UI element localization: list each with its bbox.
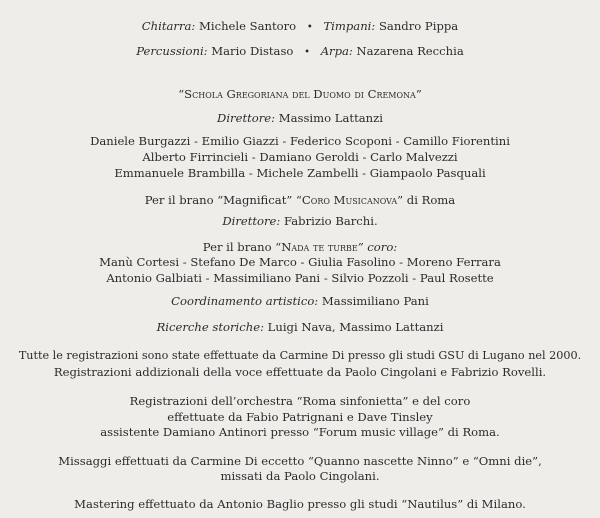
magnificat-director-line — [0, 214, 600, 228]
schola-members-line: Emmanuele Brambilla - Michele Zambelli - Giampaolo Pasquali — [114, 166, 486, 180]
schola-members-line: Alberto Firrincieli - Damiano Geroldi - Carlo Malvezzi — [142, 150, 458, 164]
schola-members-line: Daniele Burgazzi - Emilio Giazzi - Federico Scoponi - Camillo Fiorentini — [90, 134, 510, 148]
timpani-name: Sandro Pippa — [378, 19, 459, 33]
magnificat-line — [0, 193, 600, 207]
missaggi-line: Missaggi effettuati da Carmine Di eccetto “Quanno nascette Ninno” e “Omni die”, — [58, 454, 542, 468]
schola-director-label: Direttore: — [217, 111, 276, 125]
bullet-separator: • — [306, 22, 313, 33]
bullet-separator: • — [304, 47, 310, 58]
nada-line — [0, 240, 600, 254]
ricerche-label: Ricerche storiche: — [156, 320, 264, 334]
coordinamento-line — [0, 294, 600, 308]
magnificat-director-label: Direttore: — [222, 214, 281, 228]
chitarra-name: Michele Santoro — [199, 19, 297, 33]
registrazioni-line: Tutte le registrazioni sono state effettuate da Carmine Di presso gli studi GSU di Lugano nel 2000. — [18, 349, 582, 362]
magnificat-choir: Coro Musicanova — [301, 193, 398, 207]
orchestra-line: Registrazioni dell’orchestra “Roma sinfonietta” e del coro — [129, 394, 471, 408]
chitarra-label: Chitarra: — [141, 19, 196, 33]
nada-members-line: Manù Cortesi - Stefano De Marco - Giulia Fasolino - Moreno Ferrara — [99, 255, 501, 269]
orchestra-line: assistente Damiano Antinori presso “Forum music village” di Roma. — [100, 425, 500, 439]
coordinamento-label: Coordinamento artistico: — [171, 294, 319, 308]
coordinamento-name: Massimiliano Pani — [321, 294, 429, 308]
orchestra-line: effettuate da Fabio Patrignani e Dave Tinsley — [167, 410, 433, 424]
ricerche-name: Luigi Nava, Massimo Lattanzi — [267, 320, 444, 334]
percussioni-label: Percussioni: — [136, 44, 208, 58]
arpa-name: Nazarena Recchia — [356, 44, 464, 58]
nada-prefix: Per il brano “ — [202, 240, 282, 254]
credit-line-chitarra-timpani — [0, 19, 600, 35]
registrazioni-line: Registrazioni addizionali della voce effettuate da Paolo Cingolani e Fabrizio Rovelli. — [53, 365, 547, 379]
missaggi-line: missati da Paolo Cingolani. — [220, 469, 380, 483]
magnificat-suffix: ” di Roma — [397, 193, 456, 207]
credit-line-percussioni-arpa — [0, 44, 600, 60]
nada-suffix: ” coro: — [357, 240, 398, 254]
percussioni-name: Mario Distaso — [211, 44, 294, 58]
magnificat-prefix: Per il brano “Magnificat” “ — [144, 193, 302, 207]
timpani-label: Timpani: — [323, 19, 376, 33]
schola-director-line — [0, 111, 600, 125]
ricerche-line — [0, 320, 600, 334]
mastering-line: Mastering effettuato da Antonio Baglio presso gli studi “Nautilus” di Milano. — [74, 497, 526, 511]
magnificat-director-name: Fabrizio Barchi. — [284, 214, 378, 228]
arpa-label: Arpa: — [320, 44, 353, 58]
nada-members-line: Antonio Galbiati - Massimiliano Pani - Silvio Pozzoli - Paul Rosette — [106, 271, 494, 285]
schola-title: “Schola Gregoriana del Duomo di Cremona” — [178, 87, 422, 101]
schola-director-name: Massimo Lattanzi — [278, 111, 383, 125]
nada-title: Nada te turbe — [281, 240, 358, 254]
